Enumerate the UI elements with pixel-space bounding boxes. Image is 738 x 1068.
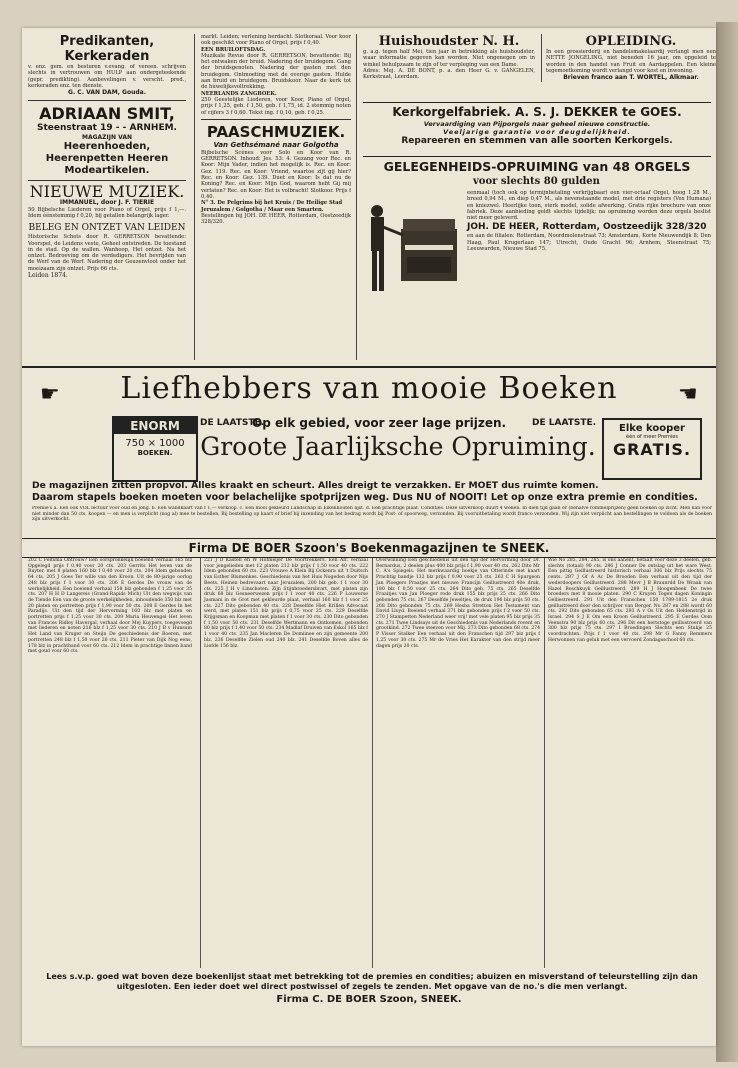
middle-intro: markt. Leiden; verlening herdacht. Slotkoraal. Voor koor ook geschikt voor Piano of Orgel, prijs f 0,40.	[201, 34, 351, 47]
divider	[28, 180, 186, 181]
opleiding-address: Brieven franco aan T. WORTEL, Alkmaar.	[563, 74, 699, 82]
book-list	[28, 558, 710, 968]
dekker-guarantee: Veeljarige garantie voor deugdelijkheid.	[443, 128, 631, 136]
dekker-repair: Repareeren en stemmen van alle soorten Kerkorgels.	[401, 136, 673, 146]
pointing-hand-icon: ☛	[678, 382, 698, 407]
laatste-left: DE LAATSTE.	[200, 418, 265, 428]
top-advert-band	[22, 28, 716, 368]
gratis-box	[602, 418, 702, 480]
bruiloftsdag-text: Muzikale Revue door R. GERRETSON, bevattende: Bij het ontwaken der bruid. Nadering der bruidegom. Gang der bruidsgenoten. Nadering der gasten met den bruidegom. Ontmoeting met de overige gasten. Hulde aan bruid en bruidegom. Bruidskoor. Naar de kerk tot de huwelijksvoltrekking.	[201, 52, 351, 91]
footer-notice: Lees s.v.p. goed wat boven deze boekenlijst staat met betrekking tot de premies en condities; abuizen en misverstand of teleurstelling zijn dan uitgesloten. Een ieder doet wel direct postwissel of zegels te zenden. Met opgave van de no.'s die men verlangt.	[46, 972, 698, 991]
divider	[201, 119, 351, 120]
orgel-sale-block	[363, 156, 711, 252]
predikanten-text: v. enz. gem. en besturen v.evang. of vereen. schrijven slechts in vertrouwen om HULP aan ondergeteekende (gepr. predikting). Aanbevelingen v. verscht. pred., kerkeraden enz. ten dienste.	[28, 64, 186, 89]
opruiming-heading: Groote Jaarlijksche Opruiming.	[200, 432, 596, 461]
book-list-column-1: 202 C Feitsma Ontrouw? Een oorspronkelijk boeiend verhaal 165 blz Opgelegd prijs f 0,40 voor 20 cts. 203 Gerrits Het leven van de Ruyter, met 8 platen 160 blz f 0,40 voor 20 cts. 204 Idem gebonden 64 cts. 205 J Goes Ter wille van den Kroon. Uit de 80-jarige oorlog 248 blz prijs f 1 voor 30 cts. 206 E Gerdes De vrouw van de werkelijkheid. Een boeiend verhaal 158 blz gebonden f 1,25 voor 35 cts. 207 H H D Langereis (Grand-Rapids Mich) Uit den wegwijs van de Tiende Een van de groote werkelijkheden, inhoudende 350 blz met 20 platen en portretten prijs f 1,90 voor 50 cts. 208 E Gerdes In het Paradijs. Uit den tijd der Hervorming 160 blz met platen en portretten prijs f 1,25 voor 30 cts. 209 Maria Heuvengel Het leven van Frances Ridley Havergal, verhaal door Mej Kuypers, toegevoegd met liederen en noten 216 blz f 1,25 voor 30 cts. 210 J B v Hunsum Het Land van Kruger en Steijn De geschiedenis der Boeren, met portretten 248 blz f 1,50 voor 20 cts. 211 Pieter van Dijk Nog eens, 178 blz in prachtband voor 60 cts. 212 Idem in prachtige linnen band met goud voor 60 cts.	[28, 558, 192, 655]
zangboek-text: 250 Geestelijke Liederen, voor Koor, Piano of Orgel, prijs f 1,25, geb. f 1,50, geb. f 1,75, id. 2 stemmig noten of cijfers 3 f 0,60. Tekst ing. f 0,10, geb. f 0,25.	[201, 96, 351, 116]
middle-column	[194, 34, 351, 360]
tagline-1: De magazijnen zitten propvol. Alles kraakt en scheurt. Alles dreigt te verzakken. Er MOET dus ruimte komen.	[32, 480, 599, 491]
orgel-sale-firm: JOH. DE HEER, Rotterdam, Oostzeedijk 328/320	[467, 222, 707, 233]
bruiloftsdag-title: EEN BRUILOFTSDAG.	[201, 46, 266, 53]
immanuel-subheading: IMMANUEL, door J. F. TIERIE	[59, 199, 155, 207]
page-gutter	[716, 22, 738, 1062]
adriaan-smit-magazijn: MAGAZIJN VAN	[81, 133, 132, 141]
enorm-box	[112, 416, 198, 482]
paaschmuziek-subheading: Van Gethsémané naar Golgotha	[213, 140, 339, 149]
beleg-heading: BELEG EN ONTZET VAN LEIDEN	[28, 223, 186, 234]
paaschmuziek-text: Bijbelsche Scènes voor Solo en Koor van R. GERRETSON. Inhoud: Jes. 53: 4. Gezang voor Rec. en Koor: Mijn Vader, indien het mogelijk is. Rec. en Koor: Gez. 119. Rec. en Koor: Vriend, waartoe zijt gij hier? Rec. en Koor: Gez. 139. Duet en Koor: Is dat nu de Koning? Rec. en Koor: Mijn God, waarom hebt Gij mij verlaten? Rec. en Koor: Het is volbracht! Slotkoor. Prijs f 0,40.	[201, 149, 351, 200]
beleg-text: Historische Schets door R. GERRETSON bevattende: Voorspel, de Leidens veste, Geheel ontstreden. De toestand in de stad. Op de wallen. Wanhoop, Het ontzet. Na het ontzet. Bedroeving om de verdedigers. Het bevrijden van de Werf van de Werf. Nadering der Geuzenvloot onder het moeizaam zijn ontzet. Prijs 66 cts.	[28, 234, 186, 272]
dekker-heading: Kerkorgelfabriek. A. S. J. DEKKER te GOES.	[392, 105, 682, 119]
huishoudster-text: g. a.g. tegen half Mei, tien jaar in betrekking als huishoudster, waar informatie gegeven kan worden. Niet ongenegen om in winkel behulpzaam te zijn of ter verpleging van een Dame.	[363, 49, 535, 68]
predikanten-signature: G. C. VAN DAM, Gouda.	[68, 89, 146, 97]
pelgrims-title: N° 3. De Pelgrims bij het Kruis / De Heilige Stad Jeruzalem / Golgotha / Maar een Smarten.	[201, 200, 343, 213]
enorm-label: ENORM	[114, 418, 196, 434]
orgel-sale-text: eenmaal (toch ook op termijnbetaling verkrijgbaar) een vier-octaaf Orgel, hoog 1,28 M., breed 0,94 M., en diep 0,47 M., als nevenstaande model, met drie registers (Vox Humana) en kniezwel. Heerlijke toon, sterk model, solide afwerking. Gratis rijke brochure van onze fabriek. Deze aanbieding geldt slechts tijdelijk; na opruiming worden deze orgels beslist niet meer geleverd.	[467, 190, 711, 222]
divider	[28, 100, 186, 101]
premies-label: één of meer Premies	[626, 434, 678, 440]
enorm-unit: BOEKEN.	[137, 449, 173, 457]
dekker-block	[363, 102, 711, 147]
order-text: Bestellingen bij JOH. DE HEER, Rotterdam, Oostzeedijk 328/320.	[201, 212, 351, 226]
adriaan-smit-heading: ADRIAAN SMIT,	[39, 103, 175, 123]
elke-kooper: Elke kooper	[619, 423, 685, 434]
gratis-label: GRATIS.	[612, 440, 692, 459]
book-list-column-4: Wie No 285, 284, 285, is ons aanent, betaalt voor deze 3 deelen, geb. slechts (totaal) 90 cts. 286 J Conner De ontslag uit het ware West. Een pittig Geillustreerd historisch verhaal 306 blz Prijs slechts 75 cents. 287 J Gf A Ac De Brooden Een verhaal uit den tijd der wederdoopers Geillustreerd. 288 Mevr J B Braunrdd De Wraak van Hazel Boschkuyk Geillustreerd. 289 H J Hoogenbeek De twee broeders met 8 mooie platen. 290 C Kruyen Tegen dagen Koningin Gelliestreerd. 291 Uit den Franschen 150 1789-1815 2e druk geillustreerd door den schrijver van Berger. No 287 en 288 wordt 60 cts. 292 Dito gebonden 65 cts. 293 A v Os Uit den Heldenstrijd in Israel. 294 S J E Om een Kroon Geillustreerd. 295 E Gerdes Oom Veenstra 90 blz prijs 60 cts. 296 Dit een hertstoge geillustreerd van 300 blz prijs 75 cts. 297 I Broedingen Slechts een Stukje 25 voordrachten. Prijs f 1 voor 40 cts. 298 Mr G Fanny Remmers Herwonnen van geluk met een vervoerd Zondagsschool 60 cts.	[544, 558, 712, 968]
book-list-column-2: 221 J D Kastell en W Hofmeijer De Voortrekkers. Een Afr. verhaal voor jongelieden met 12 platen 212 blz prijs f 1,50 voor 40 cts. 222 Idem gebonden 60 cts. 223 Vrouwe A Klein Bij Ockenra uit 't Duitsch van Esther Blumenkes. Geschiedenis van het Huis Nogeden door Nijs Beets. Heinen bedrevaart naar Jeruzalem, 200 blz geb. f 1 voor 30 cts. 225 J H v Linschoten. Zijn Stijnbroedersbrart, met platen zijn druk 68 blz Gesneerwezen prijs f 1 voor 40 cts. 226 P Louwerse Jasmani in de Grot met gekleurde plaat, verhaal 160 blz f 1 voor 25 cts. 227 Dito gebonden 40 cts. 228 Deselfde Hiet Krillen Advocaat werd, met platen 151 blz prijs f 0,75 voor 25 cts. 229 Deselfde Krijgsman en Koopman met platen f 1 voor 30 cts. 230 Dito gebonden f 1,50 voor 50 cts. 231 Deselfde Wertmann en Ontkomen, gebonden 80 blz prijs f 1,40 voor 50 cts. 234 Madlaf Druiven van Eskol 165 blz f 1 voor 40 cts. 235 Jan Macleren De Domiinee en zijn gemeente 200 blz. 236 Deselfde Zielen oud 240 blz. 241 Deselfde Boven alles de Liefde 156 blz.	[200, 558, 368, 968]
adriaan-smit-goods: Heerenhoeden, Heerenpetten Heeren Modeartikelen.	[45, 141, 169, 177]
premies-conditions: Premie's a. Een ook VOL lectuur voor oud en jong. b. Een wandkaart van f 1,— verkoop. c. Een mooi gekleurd Landschap in Eikenhouten lijst. d. Een prachtige plaat. Condities. Deze uitverkoop duurt 4 weken. In dien tijd gaan er (behalve rommelprijzen) geen boeken op zicht. Men kan voor niet minder dan 50 cts. koopen — en men is verplicht (nog al) mee te bestellen. Bij bestelling op kaart of brief bij inzending van het bedrag wordt bij Post- of spoorweg, verzonden. Bij vooruitbetaling wordt franco verzonden. Wij zijn niet verplicht aan bestellingen te voldoen als de boeken zijn uitverkocht.	[32, 506, 712, 523]
immanuel-text: 50 Bijbelsche Liederen voor Piano of Orgel, prijs f 1,—. Idem éénstemmig f 0,20, bij getallen belangrijk lager.	[28, 206, 186, 219]
paaschmuziek-heading: PAASCHMUZIEK.	[206, 122, 346, 141]
boeken-advert	[22, 368, 716, 1046]
huishoudster-heading: Huishoudster N. H.	[378, 34, 520, 49]
advert-title: Liefhebbers van mooie Boeken	[120, 371, 618, 406]
huishoudster-block	[363, 34, 535, 80]
footer-firma: Firma C. DE BOER Szoon, SNEEK.	[276, 994, 462, 1005]
book-list-column-3: Overwinning Een geschiedenis uit den tijd der Hervorming door Dr. Bernardus, 2 deelen plus 400 blz prijs f 1,90 voor 40 cts. 262 Dito Mr C. A's Spiegels. Het merkwaardig boekje van Otterinde met kaart Prachtig bandje 132 blz prijs f 0,90 voor 25 cts. 263 C H Spurgeon Jan Ploegers Praatjes met nieuwe Francijn Geillustreerd 40e druk, 180 blz f 0,50 voor 25 cts. 264 Dito geb. 75 cts. 265 Deselfde Fraaitjes van Jan Ploeger rode druk 155 blz prijs 25 cts. 266 Dito gebonden 75 cts. 267 Deselfde Jeweltjes, de druk 196 blz prijs 50 cts. 268 Dito gebonden 75 cts. 269 Hesba Stretton Het Testament van David Lloyd. Boeiend verhaal 371 blz gebonden prijs f 2 voor 50 cts. 270 J Stampetten Nederland weer vrij! met vele platen 95 blz prijs 35 cts. 271 Twee Lindsays uit de Geschiedenis van Nederlands rovent en grootkind. 272 Twee steeven voor Mij. 273 Dito gebonden 68 cts. 274 P Visser Stalker Een verhaal uit den Franschen tijd 297 blz prijs f 1,25 voor 30 cts. 275 Mr de Vries Het Karakter van den strijd meer dagen prijs 20 cts.	[372, 558, 540, 968]
adriaan-smit-address: Steenstraat 19 - - ARNHEM.	[37, 122, 177, 133]
orgel-sale-branches: en aan de filialen: Rotterdam, Noordmolenstraat 73; Amsterdam, Korte Nieuwendijk 8; Den Haag, Paul Krugerlaan 147; Utrecht, Oude Gracht 96; Arnhem, Steenstraat 75; Leeuwarden, Nieuwe Stad 75.	[467, 233, 711, 253]
orgel-sale-heading: GELEGENHEIDS-OPRUIMING van 48 ORGELS	[383, 159, 691, 174]
newspaper-page	[22, 28, 716, 1046]
zangboek-title: NEERLANDS ZANGBOEK.	[201, 90, 277, 97]
right-column	[356, 34, 716, 360]
left-column	[28, 34, 186, 360]
nieuwe-muziek-heading: NIEUWE MUZIEK.	[29, 182, 185, 202]
dekker-subheading: Vervaardiging van Pijporgels naar geheel nieuwe constructie.	[423, 120, 651, 128]
predikanten-heading: Predikanten, Kerkeraden	[59, 34, 155, 64]
orgel-sale-price: voor slechts 80 gulden	[473, 176, 600, 187]
huishoudster-address: Adres: Mej. A. DE BONT, p. a. den Heer G. v. GANGELEN, Kerkstraat, Leerdam.	[363, 67, 535, 81]
opleiding-heading: OPLEIDING.	[585, 34, 677, 49]
beleg-signature: Leiden 1874.	[28, 272, 68, 280]
pointing-hand-icon: ☛	[40, 382, 60, 407]
tagline-2: Daarom stapels boeken moeten voor belachelijke spotprijzen weg. Dus NU of NOOIT! Let op onze extra premie en condities.	[32, 492, 698, 503]
firma-heading: Firma DE BOER Szoon's Boekenmagazijnen te SNEEK.	[22, 538, 716, 558]
enorm-number: 750 × 1000	[125, 438, 185, 449]
opleiding-block	[541, 34, 716, 82]
opleiding-text: In een grossierderij en handelsmakelaardij verlangt men een NETTE JONGELING, niet beneden 16 jaar, om opgeleid te worden in den handel van Fruit en Aardappelen. Een kleine tegemoetkoming wordt verlangd voor kost en inwoning.	[546, 49, 716, 74]
op-elk-gebied: Op elk gebied, voor zeer lage prijzen.	[252, 416, 507, 430]
organ-illustration	[363, 189, 463, 305]
laatste-right: DE LAATSTE.	[532, 418, 597, 428]
